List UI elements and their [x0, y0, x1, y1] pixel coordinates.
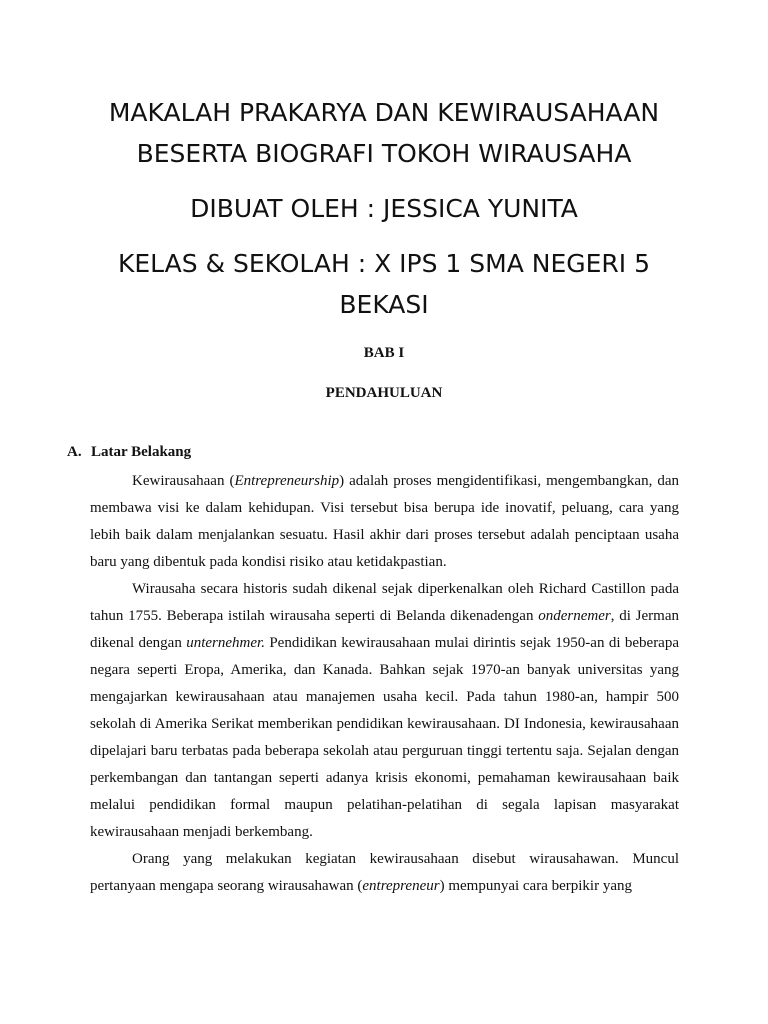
author-line: DIBUAT OLEH : JESSICA YUNITA [190, 194, 578, 223]
paragraph-2-text-b: , di Jerman dikenal dengan [90, 608, 679, 651]
section-marker: A. [67, 444, 82, 460]
paragraph-2 [90, 576, 679, 846]
chapter-label: BAB I [363, 345, 405, 361]
title-line-1: MAKALAH PRAKARYA DAN KEWIRAUSAHAAN [108, 98, 660, 127]
class-school-line-2: BEKASI [339, 290, 429, 319]
paragraph-2-italic-term-1: ondernemer [538, 608, 611, 624]
paragraph-1-text-a: Kewirausahaan ( [132, 473, 235, 489]
class-school-line-1: KELAS & SEKOLAH : X IPS 1 SMA NEGERI 5 [117, 249, 651, 278]
title-line-2: BESERTA BIOGRAFI TOKOH WIRAUSAHA [136, 139, 632, 168]
paragraph-3-text-b: ) mempunyai cara berpikir yang [439, 878, 632, 894]
paragraph-2-italic-term-2: unternehmer. [186, 635, 265, 651]
paragraph-1 [90, 468, 679, 576]
cover-title-block [0, 92, 768, 325]
paragraph-1-italic-term: Entrepreneurship [234, 473, 340, 489]
paragraph-1-text-b: ) adalah proses mengidentifikasi, mengembangkan, dan membawa visi ke dalam kehidupan. Visi tersebut bisa berupa ide inovatif, peluang, cara yang lebih baik dalam menjalankan sesuatu. Hasil akhir dari proses tersebut adalah penciptaan usaha baru yang dibentuk pada kondisi risiko atau ketidakpastian. [90, 473, 679, 570]
section-heading-text: Latar Belakang [91, 444, 192, 460]
chapter-title: PENDAHULUAN [325, 385, 443, 401]
body-text [90, 468, 679, 900]
paragraph-3-italic-term: entrepreneur [362, 878, 440, 894]
paragraph-2-text-c: Pendidikan kewirausahaan mulai dirintis sejak 1950-an di beberapa negara seperti Eropa, Amerika, dan Kanada. Bahkan sejak 1970-an banyak universitas yang mengajarkan kewirausahaan atau manajemen usaha kecil. Pada tahun 1980-an, hampir 500 sekolah di Amerika Serikat memberikan pendidikan kewirausahaan. DI Indonesia, kewirausahaan dipelajari baru terbatas pada beberapa sekolah atau perguruan tinggi tertentu saja. Sejalan dengan perkembangan dan tantangan seperti adanya krisis ekonomi, pemahaman kewirausahaan baik melalui pendidikan formal maupun pelatihan-pelatihan di segala lapisan masyarakat kewirausahaan menjadi berkembang. [90, 635, 679, 840]
paragraph-2-text-a: Wirausaha secara historis sudah dikenal sejak diperkenalkan oleh Richard Castillon pada tahun 1755. Beberapa istilah wirausaha seperti di Belanda dikenadengan [90, 581, 679, 624]
paragraph-3-text-a: Orang yang melakukan kegiatan kewirausahaan disebut wirausahawan. Muncul pertanyaan mengapa seorang wirausahawan ( [90, 851, 679, 894]
paragraph-3 [90, 846, 679, 900]
section-heading [67, 443, 191, 461]
